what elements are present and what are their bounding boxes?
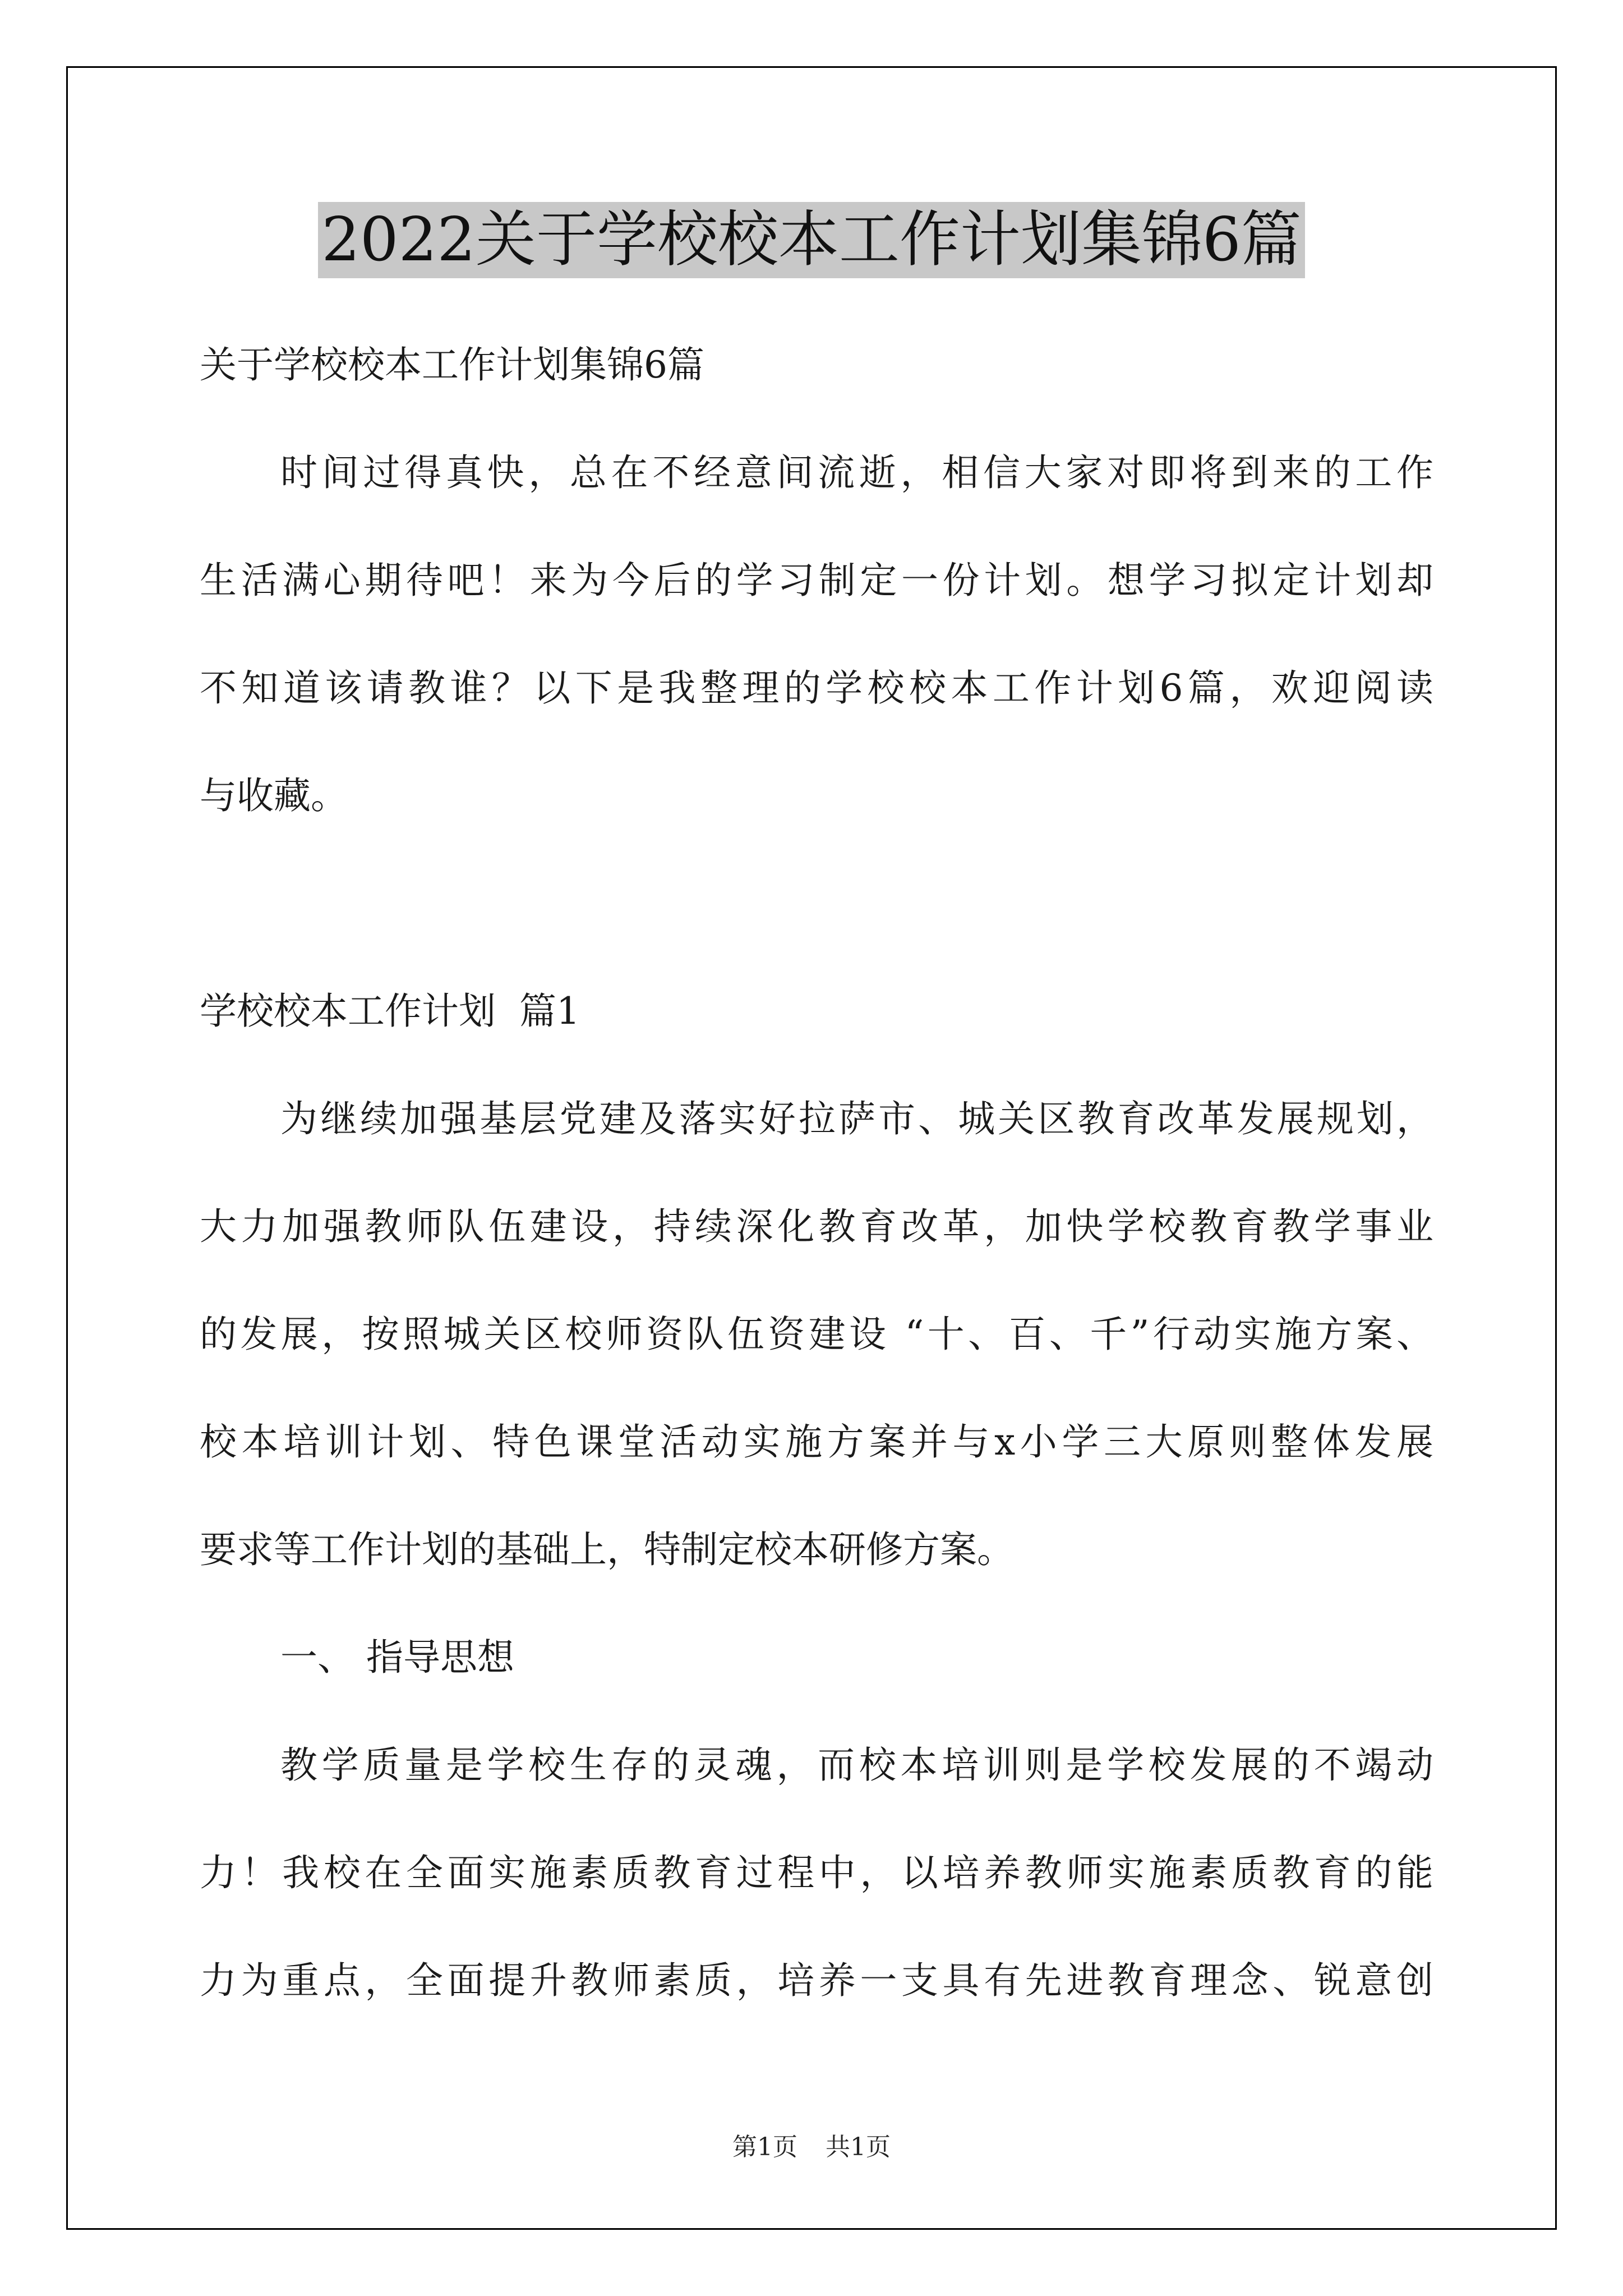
intro-line: 不知道该请教谁？以下是我整理的学校校本工作计划6篇，欢迎阅读 bbox=[200, 666, 1433, 710]
page-footer bbox=[0, 2132, 1623, 2163]
subheading: 一、 指导思想 bbox=[280, 1636, 514, 1679]
intro-line: 与收藏。 bbox=[200, 774, 348, 817]
para1-line: 的发展，按照城关区校师资队伍资建设 “十、百、千”行动实施方案、 bbox=[200, 1313, 1433, 1356]
document-title: 2022关于学校校本工作计划集锦6篇 bbox=[318, 202, 1305, 278]
para2-line: 力！我校在全面实施素质教育过程中，以培养教师实施素质教育的能 bbox=[200, 1851, 1433, 1894]
page-number-current: 第1页 bbox=[732, 2133, 797, 2161]
title-container bbox=[0, 202, 1623, 278]
document-subtitle: 关于学校校本工作计划集锦6篇 bbox=[200, 343, 704, 386]
para1-line: 校本培训计划、特色课堂活动实施方案并与x小学三大原则整体发展 bbox=[200, 1420, 1433, 1464]
para2-line: 力为重点，全面提升教师素质，培养一支具有先进教育理念、锐意创 bbox=[200, 1959, 1433, 2002]
para2-line: 教学质量是学校生存的灵魂，而校本培训则是学校发展的不竭动 bbox=[280, 1743, 1433, 1787]
paragraph-gap bbox=[200, 850, 1433, 958]
para1-line: 要求等工作计划的基础上，特制定校本研修方案。 bbox=[200, 1528, 1014, 1571]
page-number-total: 共1页 bbox=[826, 2133, 891, 2161]
intro-line: 生活满心期待吧！来为今后的学习制定一份计划。想学习拟定计划却 bbox=[200, 559, 1433, 602]
section-heading: 学校校本工作计划 篇1 bbox=[200, 990, 580, 1033]
document-body bbox=[200, 311, 1433, 2035]
para1-line: 为继续加强基层党建及落实好拉萨市、城关区教育改革发展规划， bbox=[280, 1097, 1433, 1140]
para1-line: 大力加强教师队伍建设，持续深化教育改革，加快学校教育教学事业 bbox=[200, 1205, 1433, 1248]
intro-line: 时间过得真快，总在不经意间流逝，相信大家对即将到来的工作 bbox=[280, 451, 1433, 494]
